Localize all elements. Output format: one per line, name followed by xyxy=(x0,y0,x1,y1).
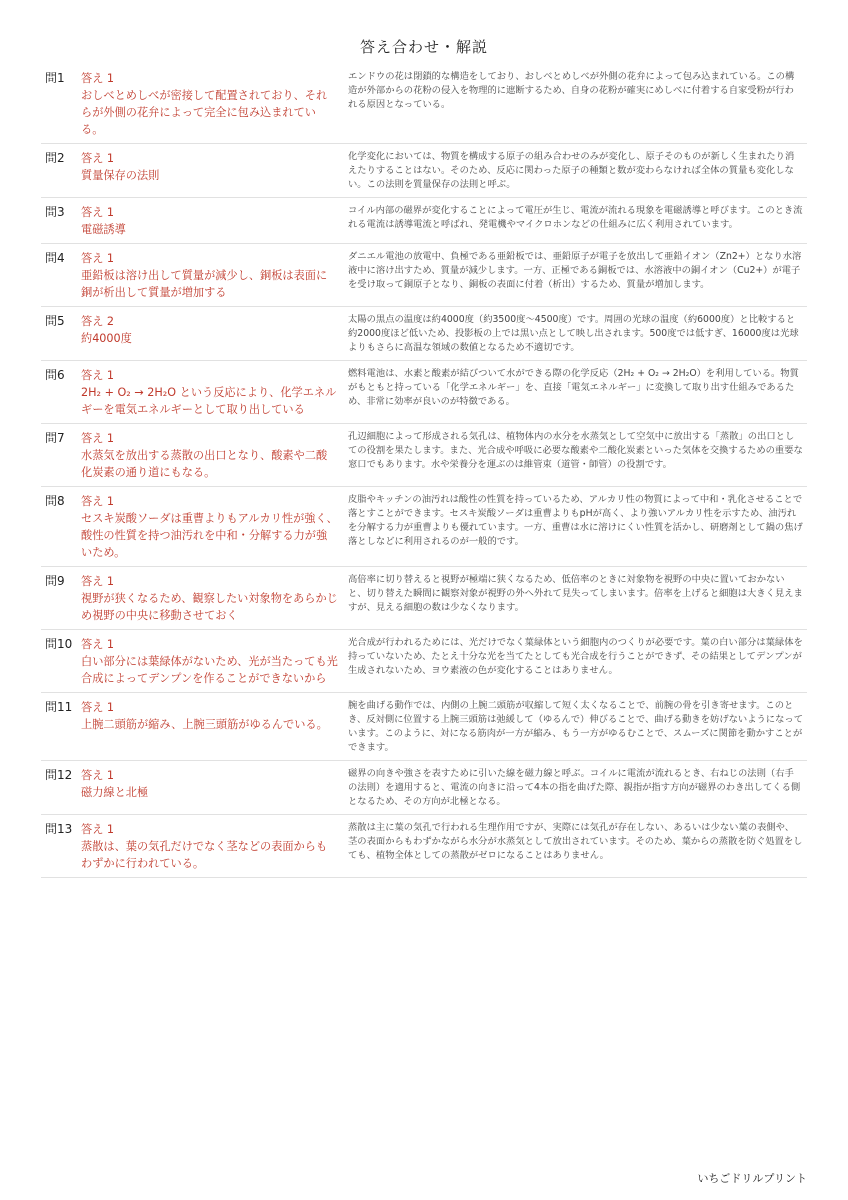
answer-row xyxy=(41,64,807,144)
answer-text: 蒸散は、葉の気孔だけでなく茎などの表面からもわずかに行われている。 xyxy=(81,840,328,870)
explanation-text: 磁界の向きや強さを表すために引いた線を磁力線と呼ぶ。コイルに電流が流れるとき、右ねじの法則（右手の法則）を適用すると、電流の向きに沿って4本の指を曲げた際、親指が指す方向が磁界のわき出してくる側となるため、その方向が北極となる。 xyxy=(348,768,801,807)
question-number: 問10 xyxy=(45,637,73,651)
answer-label: 答え 1 xyxy=(81,638,115,651)
answer-row xyxy=(41,424,807,487)
answer-cell xyxy=(81,430,344,481)
answer-label: 答え 1 xyxy=(81,72,115,85)
question-number: 問2 xyxy=(45,151,65,165)
answer-row xyxy=(41,693,807,761)
answer-cell xyxy=(81,821,344,872)
answer-cell xyxy=(81,493,344,561)
answer-label: 答え 1 xyxy=(81,432,115,445)
answer-row xyxy=(41,567,807,630)
question-number: 問13 xyxy=(45,822,73,836)
answer-row xyxy=(41,244,807,307)
question-number: 問7 xyxy=(45,431,65,445)
answer-text: 質量保存の法則 xyxy=(81,169,160,182)
answer-cell xyxy=(81,636,344,687)
question-number: 問11 xyxy=(45,700,73,714)
answer-row xyxy=(41,487,807,567)
page-title: 答え合わせ・解説 xyxy=(359,38,488,56)
question-number: 問4 xyxy=(45,251,65,265)
answer-text: セスキ炭酸ソーダは重曹よりもアルカリ性が強く、酸性の性質を持つ油汚れを中和・分解する力が強いため。 xyxy=(81,512,338,559)
answer-cell xyxy=(81,70,344,138)
answer-text: 視野が狭くなるため、観察したい対象物をあらかじめ視野の中央に移動させておく xyxy=(81,592,338,622)
question-number: 問1 xyxy=(45,71,65,85)
answer-table xyxy=(41,64,807,878)
answer-label: 答え 1 xyxy=(81,823,115,836)
answer-cell xyxy=(81,204,344,238)
answer-label: 答え 1 xyxy=(81,206,115,219)
answer-cell xyxy=(81,767,344,809)
answer-cell xyxy=(81,573,344,624)
answer-cell xyxy=(81,250,344,301)
answer-text: 亜鉛板は溶け出して質量が減少し、銅板は表面に銅が析出して質量が増加する xyxy=(81,269,328,299)
explanation-text: 腕を曲げる動作では、内側の上腕二頭筋が収縮して短く太くなることで、前腕の骨を引き寄せます。このとき、反対側に位置する上腕三頭筋は弛緩して（ゆるんで）伸びることで、曲げる動きを妨げないようになっています。このように、対になる筋肉が一方が縮み、もう一方がゆるむことで、スムーズに関節を動かすことができます。 xyxy=(348,700,803,753)
explanation-text: 燃料電池は、水素と酸素が結びついて水ができる際の化学反応（2H₂ + O₂ → 2H₂O）を利用している。物質がもともと持っている「化学エネルギー」を、直接「電気エネルギー」に変換して取り出す仕組みであるため、非常に効率が良いのが特徴である。 xyxy=(348,368,799,407)
answer-label: 答え 1 xyxy=(81,495,115,508)
answer-text: 2H₂ + O₂ → 2H₂O という反応により、化学エネルギーを電気エネルギーとして取り出している xyxy=(81,386,337,416)
explanation-text: 孔辺細胞によって形成される気孔は、植物体内の水分を水蒸気として空気中に放出する「蒸散」の出口としての役割を果たします。また、光合成や呼吸に必要な酸素や二酸化炭素といった気体を交換するための重要な窓口でもあります。水や栄養分を運ぶのは維管束（道管・師管）の役割です。 xyxy=(348,431,803,470)
answer-label: 答え 1 xyxy=(81,369,115,382)
answer-row xyxy=(41,361,807,424)
footer-brand: いちごドリルプリント xyxy=(697,1172,807,1185)
answer-cell xyxy=(81,367,344,418)
explanation-text: 高倍率に切り替えると視野が極端に狭くなるため、低倍率のときに対象物を視野の中央に置いておかないと、切り替えた瞬間に観察対象が視野の外へ外れて見失ってしまいます。倍率を上げると細胞は大きく見えますが、見える細胞の数は少なくなります。 xyxy=(348,574,803,613)
answer-text: 白い部分には葉緑体がないため、光が当たっても光合成によってデンプンを作ることができないから xyxy=(81,655,338,685)
answer-text: おしべとめしべが密接して配置されており、それらが外側の花弁によって完全に包み込まれている。 xyxy=(81,89,328,136)
answer-text: 電磁誘導 xyxy=(81,223,126,236)
answer-row xyxy=(41,198,807,244)
answer-cell xyxy=(81,150,344,192)
explanation-text: 太陽の黒点の温度は約4000度（約3500度〜4500度）です。周囲の光球の温度（約6000度）と比較すると約2000度ほど低いため、投影板の上では黒い点として映し出されます。500度では低すぎ、16000度は光球よりもさらに高温な領域の数値となるため不適切です。 xyxy=(348,314,799,353)
question-number: 問12 xyxy=(45,768,73,782)
question-number: 問9 xyxy=(45,574,65,588)
answer-row xyxy=(41,307,807,361)
answer-text: 約4000度 xyxy=(81,332,132,345)
answer-text: 上腕二頭筋が縮み、上腕三頭筋がゆるんでいる。 xyxy=(81,718,328,731)
explanation-text: 光合成が行われるためには、光だけでなく葉緑体という細胞内のつくりが必要です。葉の白い部分は葉緑体を持っていないため、たとえ十分な光を当てたとしても光合成を行うことができず、その結果としてデンプンが生成されないため、ヨウ素液の色が変化することはありません。 xyxy=(348,637,803,676)
answer-label: 答え 1 xyxy=(81,701,115,714)
answer-cell xyxy=(81,313,344,355)
explanation-text: 皮脂やキッチンの油汚れは酸性の性質を持っているため、アルカリ性の物質によって中和・乳化させることで落とすことができます。セスキ炭酸ソーダは重曹よりもpHが高く、より強いアルカリ性を示すため、油汚れを分解する力が重曹よりも優れています。一方、重曹は水に溶けにくい性質を活かし、研磨剤として鍋の焦げ落としなどに利用されるのが一般的です。 xyxy=(348,494,803,547)
explanation-text: 蒸散は主に葉の気孔で行われる生理作用ですが、実際には気孔が存在しない、あるいは少ない葉の表側や、茎の表面からもわずかながら水分が水蒸気として放出されています。そのため、葉からの蒸散を防ぐ処置をしても、植物全体としての蒸散がゼロになることはありません。 xyxy=(348,822,803,861)
answer-row xyxy=(41,144,807,198)
answer-label: 答え 1 xyxy=(81,252,115,265)
answer-row xyxy=(41,815,807,878)
explanation-text: 化学変化においては、物質を構成する原子の組み合わせのみが変化し、原子そのものが新しく生まれたり消えたりすることはない。そのため、反応に関わった原子の種類と数が変わらなければ全体の質量も変化しない。この法則を質量保存の法則と呼ぶ。 xyxy=(348,151,795,190)
answer-cell xyxy=(81,699,344,755)
answer-label: 答え 1 xyxy=(81,575,115,588)
answer-row xyxy=(41,630,807,693)
answer-label: 答え 1 xyxy=(81,152,115,165)
answer-text: 水蒸気を放出する蒸散の出口となり、酸素や二酸化炭素の通り道にもなる。 xyxy=(81,449,328,479)
answer-text: 磁力線と北極 xyxy=(81,786,149,799)
answer-row xyxy=(41,761,807,815)
question-number: 問5 xyxy=(45,314,65,328)
explanation-text: ダニエル電池の放電中、負極である亜鉛板では、亜鉛原子が電子を放出して亜鉛イオン（Zn2+）となり水溶液中に溶け出すため、質量が減少します。一方、正極である銅板では、水溶液中の銅イオン（Cu2+）が電子を受け取って銅原子となり、銅板の表面に付着（析出）するため、質量が増加します。 xyxy=(348,251,802,290)
explanation-text: コイル内部の磁界が変化することによって電圧が生じ、電流が流れる現象を電磁誘導と呼びます。このとき流れる電流は誘導電流と呼ばれ、発電機やマイクロホンなどの仕組みに広く利用されています。 xyxy=(348,205,803,230)
answer-label: 答え 1 xyxy=(81,769,115,782)
question-number: 問6 xyxy=(45,368,65,382)
question-number: 問8 xyxy=(45,494,65,508)
explanation-text: エンドウの花は閉鎖的な構造をしており、おしべとめしべが外側の花弁によって包み込まれている。この構造が外部からの花粉の侵入を物理的に遮断するため、自身の花粉が確実にめしべに付着する自家受粉が行われる原因となっている。 xyxy=(348,71,795,110)
answer-label: 答え 2 xyxy=(81,315,115,328)
question-number: 問3 xyxy=(45,205,65,219)
